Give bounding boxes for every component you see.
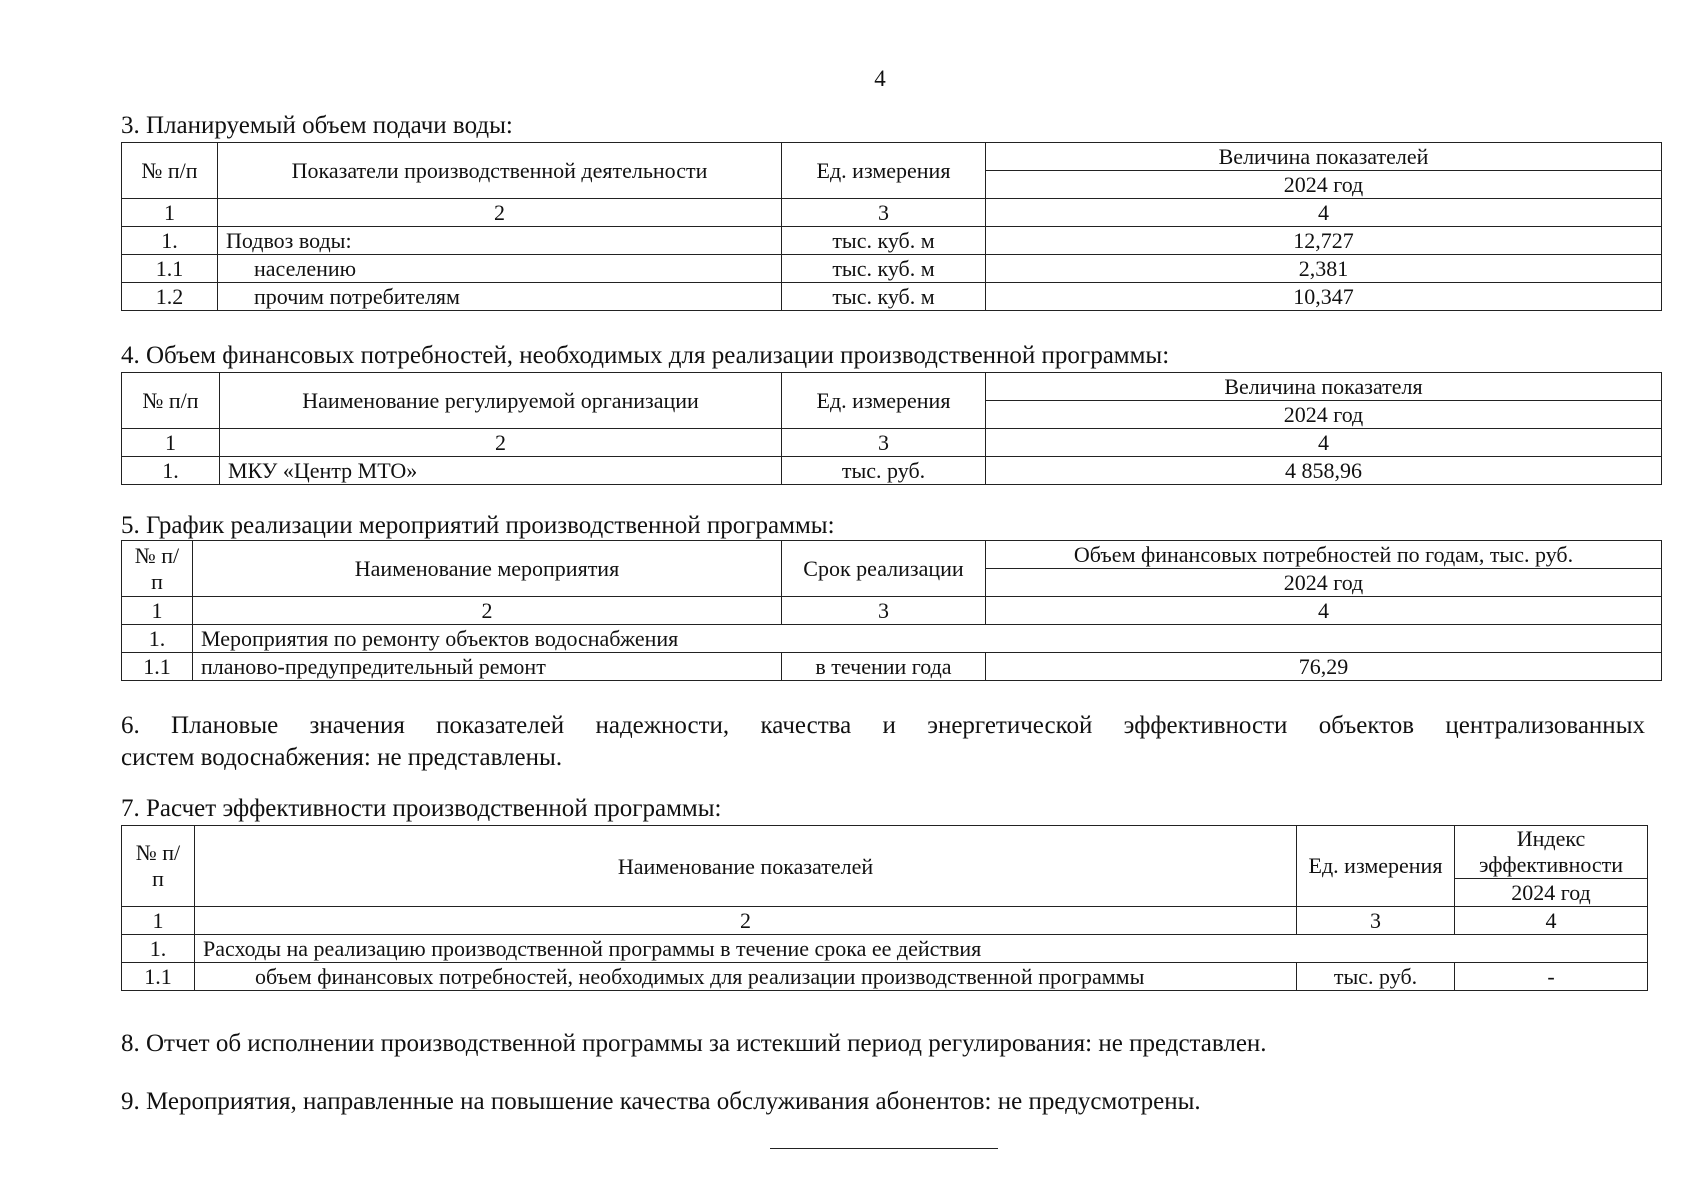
col-number: 4	[1455, 907, 1648, 935]
header-activity: Наименование мероприятия	[193, 541, 782, 597]
row-unit: тыс. куб. м	[782, 227, 986, 255]
col-number: 3	[782, 199, 986, 227]
column-number-row	[122, 907, 1648, 935]
section-6-paragraph	[121, 710, 1645, 774]
section-6-line-1: 6. Плановые значения показателей надежности, качества и энергетической эффективности объектов централизованных	[121, 712, 1645, 739]
col-number: 3	[1297, 907, 1455, 935]
col-number: 1	[122, 429, 220, 457]
table-row	[122, 963, 1648, 991]
row-unit: тыс. куб. м	[782, 283, 986, 311]
section-8-text: 8. Отчет об исполнении производственной программы за истекший период регулирования: не представлен.	[121, 1030, 1267, 1057]
table-row	[122, 457, 1662, 485]
row-num: 1.	[122, 935, 195, 963]
row-value: 12,727	[986, 227, 1662, 255]
section-6-line-2: систем водоснабжения: не представлены.	[121, 744, 563, 771]
table-row	[122, 283, 1662, 311]
row-num: 1.	[122, 625, 193, 653]
row-name: МКУ «Центр МТО»	[220, 457, 782, 485]
column-number-row	[122, 429, 1662, 457]
row-unit: тыс. руб.	[782, 457, 986, 485]
header-value-group: Объем финансовых потребностей по годам, тыс. руб.	[986, 541, 1662, 569]
header-indicator: Показатели производственной деятельности	[218, 143, 782, 199]
col-number: 2	[218, 199, 782, 227]
header-num: № п/п	[122, 826, 195, 907]
row-name: прочим потребителям	[218, 283, 782, 311]
header-unit: Ед. измерения	[782, 373, 986, 429]
header-org: Наименование регулируемой организации	[220, 373, 782, 429]
section-9-text: 9. Мероприятия, направленные на повышение качества обслуживания абонентов: не предусмотрены.	[121, 1088, 1201, 1115]
col-number: 4	[986, 597, 1662, 625]
header-num: № п/п	[122, 143, 218, 199]
section-3-title: 3. Планируемый объем подачи воды:	[121, 112, 513, 139]
header-year: 2024 год	[1455, 879, 1648, 907]
row-num: 1.	[122, 227, 218, 255]
col-number: 1	[122, 907, 195, 935]
table-row	[122, 227, 1662, 255]
row-value: 76,29	[986, 653, 1662, 681]
row-term: в течении года	[782, 653, 986, 681]
table-group-row	[122, 625, 1662, 653]
header-unit: Ед. измерения	[1297, 826, 1455, 907]
header-value-group: Величина показателей	[986, 143, 1662, 171]
col-number: 4	[986, 199, 1662, 227]
row-num: 1.1	[122, 255, 218, 283]
activity-schedule-table	[121, 540, 1662, 681]
header-year: 2024 год	[986, 569, 1662, 597]
row-name: планово-предупредительный ремонт	[193, 653, 782, 681]
row-name: населению	[218, 255, 782, 283]
row-value: 10,347	[986, 283, 1662, 311]
row-value: 2,381	[986, 255, 1662, 283]
section-5-title: 5. График реализации мероприятий производственной программы:	[121, 512, 835, 539]
section-7-title: 7. Расчет эффективности производственной программы:	[121, 795, 722, 822]
row-name: Расходы на реализацию производственной программы в течение срока ее действия	[195, 935, 1648, 963]
header-num: № п/п	[122, 541, 193, 597]
water-supply-table	[121, 142, 1662, 311]
financial-needs-table	[121, 372, 1662, 485]
row-num: 1.1	[122, 653, 193, 681]
row-num: 1.2	[122, 283, 218, 311]
col-number: 3	[782, 597, 986, 625]
row-num: 1.	[122, 457, 220, 485]
section-4-title: 4. Объем финансовых потребностей, необходимых для реализации производственной программы:	[121, 342, 1170, 369]
header-index-group: Индекс эффективности	[1455, 826, 1648, 879]
table-group-row	[122, 935, 1648, 963]
header-term: Срок реализации	[782, 541, 986, 597]
col-number: 3	[782, 429, 986, 457]
efficiency-table	[121, 825, 1648, 991]
page-number: 4	[874, 66, 886, 91]
row-name: объем финансовых потребностей, необходимых для реализации производственной программы	[195, 963, 1297, 991]
column-number-row	[122, 597, 1662, 625]
row-value: 4 858,96	[986, 457, 1662, 485]
row-unit: тыс. куб. м	[782, 255, 986, 283]
header-year: 2024 год	[986, 171, 1662, 199]
row-name: Подвоз воды:	[218, 227, 782, 255]
header-value-group: Величина показателя	[986, 373, 1662, 401]
col-number: 1	[122, 199, 218, 227]
row-name: Мероприятия по ремонту объектов водоснабжения	[193, 625, 1662, 653]
column-number-row	[122, 199, 1662, 227]
row-value: -	[1455, 963, 1648, 991]
table-row	[122, 653, 1662, 681]
col-number: 2	[193, 597, 782, 625]
header-name: Наименование показателей	[195, 826, 1297, 907]
col-number: 2	[195, 907, 1297, 935]
col-number: 2	[220, 429, 782, 457]
end-rule	[770, 1148, 998, 1149]
header-unit: Ед. измерения	[782, 143, 986, 199]
header-num: № п/п	[122, 373, 220, 429]
col-number: 1	[122, 597, 193, 625]
col-number: 4	[986, 429, 1662, 457]
row-num: 1.1	[122, 963, 195, 991]
row-unit: тыс. руб.	[1297, 963, 1455, 991]
header-year: 2024 год	[986, 401, 1662, 429]
table-row	[122, 255, 1662, 283]
